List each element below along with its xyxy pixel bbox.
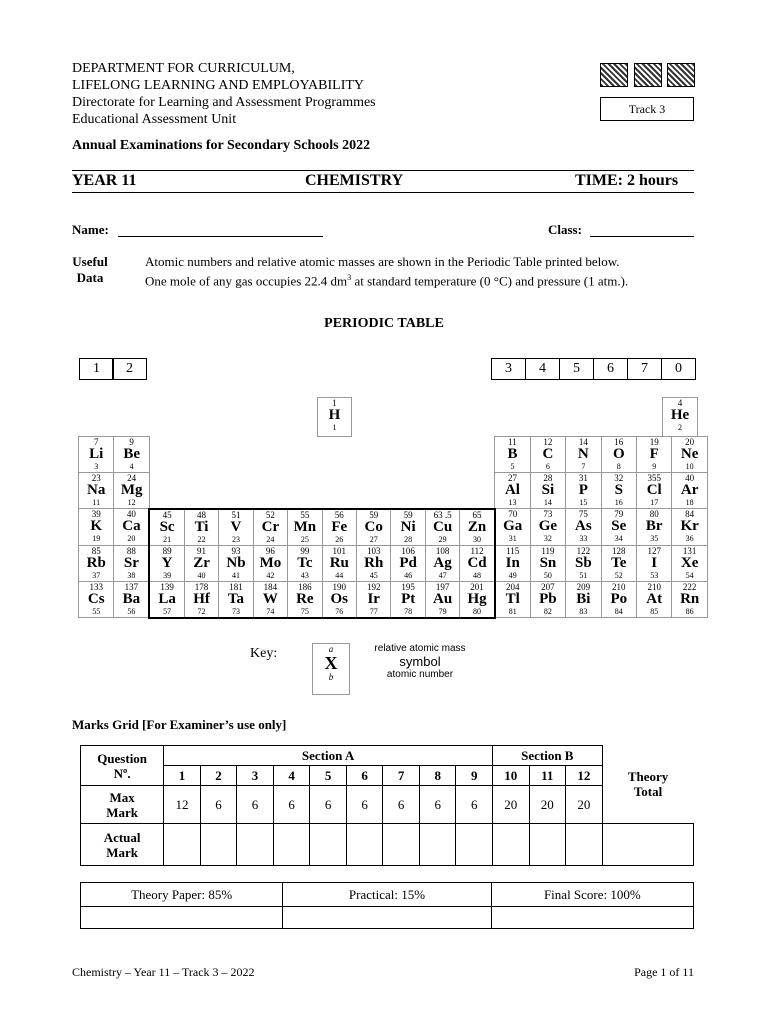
time-label: TIME: 2 hours (575, 172, 679, 189)
track-box (600, 97, 694, 121)
element-pd: 106 Pd 46 (391, 545, 425, 581)
max-mark-label: Max Mark (81, 786, 164, 824)
question-number: 6 (346, 766, 383, 786)
score-table (80, 882, 694, 929)
empty-cell (288, 473, 322, 509)
section-a-header: Section A (164, 746, 493, 766)
element-se: 79 Se 34 (601, 509, 636, 546)
max-mark-value: 6 (200, 786, 237, 824)
element-na: 23 Na 11 (79, 473, 114, 509)
element-nb: 93 Nb 41 (219, 545, 253, 581)
theory-paper-value[interactable] (81, 907, 283, 929)
empty-cell (219, 473, 253, 509)
element-zn: 65 Zn 30 (460, 509, 495, 546)
track-label: Track 3 (628, 101, 666, 116)
element-ni: 59 Ni 28 (391, 509, 425, 546)
element-mo: 96 Mo 42 (253, 545, 287, 581)
header-line-1: DEPARTMENT FOR CURRICULUM, (72, 61, 295, 76)
empty-cell (425, 437, 459, 473)
header-line-4: Educational Assessment Unit (72, 112, 237, 127)
empty-cell (391, 473, 425, 509)
divider (72, 170, 694, 171)
element-be: 9 Be 4 (114, 437, 149, 473)
barcode-icon (667, 63, 695, 87)
element-fe: 56 Fe 26 (322, 509, 356, 546)
element-f: 19 F 9 (637, 437, 672, 473)
header-line-3: Directorate for Learning and Assessment Programmes (72, 95, 376, 110)
final-score-value[interactable] (491, 907, 693, 929)
question-number: 10 (493, 766, 530, 786)
actual-mark-cell[interactable] (419, 824, 456, 866)
final-score-label: Final Score: 100% (491, 883, 693, 907)
actual-mark-cell[interactable] (456, 824, 493, 866)
empty-cell (184, 473, 218, 509)
actual-mark-label: Actual Mark (81, 824, 164, 866)
max-mark-value: 20 (566, 786, 603, 824)
group-label: 4 (525, 358, 560, 380)
barcode-icon (600, 63, 628, 87)
empty-cell (184, 437, 218, 473)
element-br: 80 Br 35 (637, 509, 672, 546)
element-n: 14 N 7 (566, 437, 601, 473)
element-ag: 108 Ag 47 (425, 545, 459, 581)
theory-paper-label: Theory Paper: 85% (81, 883, 283, 907)
key-legend: relative atomic mass symbol atomic number (374, 643, 466, 680)
actual-mark-cell[interactable] (529, 824, 566, 866)
element-k: 39 K 19 (79, 509, 114, 546)
element-cl: 355 Cl 17 (637, 473, 672, 509)
group-label: 6 (593, 358, 628, 380)
element-re: 186 Re 75 (288, 581, 322, 618)
group-label: 7 (627, 358, 662, 380)
element-la: 139 La 57 (149, 581, 184, 618)
question-number: 9 (456, 766, 493, 786)
empty-cell (460, 437, 495, 473)
element-sb: 122 Sb 51 (566, 545, 601, 581)
element-ti: 48 Ti 22 (184, 509, 218, 546)
group-label: 3 (491, 358, 526, 380)
element-mg: 24 Mg 12 (114, 473, 149, 509)
element-pb: 207 Pb 82 (530, 581, 565, 618)
max-mark-value: 6 (346, 786, 383, 824)
element-bi: 209 Bi 83 (566, 581, 601, 618)
periodic-table (78, 436, 708, 619)
element-li: 7 Li 3 (79, 437, 114, 473)
element-cr: 52 Cr 24 (253, 509, 287, 546)
actual-mark-cell[interactable] (346, 824, 383, 866)
marks-grid (80, 745, 694, 866)
element-kr: 84 Kr 36 (672, 509, 707, 546)
group-label: 2 (112, 358, 147, 380)
element-rh: 103 Rh 45 (357, 545, 391, 581)
useful-data-line-2: One mole of any gas occupies 22.4 $dm^3$ at standard temperature (0 °C) and pressure (1 atm.). (145, 273, 629, 289)
question-number: 4 (273, 766, 310, 786)
element-os: 190 Os 76 (322, 581, 356, 618)
element-ta: 181 Ta 73 (219, 581, 253, 618)
empty-cell (322, 473, 356, 509)
element-ru: 101 Ru 44 (322, 545, 356, 581)
element-cu: 63 .5 Cu 29 (425, 509, 459, 546)
element-te: 128 Te 52 (601, 545, 636, 581)
max-mark-value: 6 (383, 786, 420, 824)
element-rn: 222 Rn 86 (672, 581, 707, 618)
element-ca: 40 Ca 20 (114, 509, 149, 546)
actual-mark-cell[interactable] (310, 824, 347, 866)
useful-data-text (145, 254, 628, 289)
element-co: 59 Co 27 (357, 509, 391, 546)
actual-mark-cell[interactable] (566, 824, 603, 866)
empty-cell (253, 473, 287, 509)
empty-cell (149, 473, 184, 509)
actual-mark-cell[interactable] (493, 824, 530, 866)
actual-mark-cell[interactable] (273, 824, 310, 866)
element-hf: 178 Hf 72 (184, 581, 218, 618)
element-i: 127 I 53 (637, 545, 672, 581)
element-al: 27 Al 13 (495, 473, 530, 509)
max-mark-value: 6 (456, 786, 493, 824)
group-label: 1 (79, 358, 114, 380)
marks-grid-title: Marks Grid [For Examiner’s use only] (72, 717, 287, 732)
question-number: 5 (310, 766, 347, 786)
empty-cell (357, 437, 391, 473)
useful-label-1: Useful (72, 254, 108, 269)
element-sn: 119 Sn 50 (530, 545, 565, 581)
element-h: 1 H 1 (317, 397, 352, 437)
empty-cell (460, 473, 495, 509)
element-ga: 70 Ga 31 (495, 509, 530, 546)
empty-cell (288, 437, 322, 473)
class-label: Class: (548, 222, 582, 237)
theory-total-label: Theory Total (602, 746, 693, 824)
department-header (72, 60, 376, 128)
max-mark-value: 6 (419, 786, 456, 824)
element-ge: 73 Ge 32 (530, 509, 565, 546)
element-ba: 137 Ba 56 (114, 581, 149, 618)
class-field[interactable] (590, 236, 694, 237)
element-tc: 99 Tc 43 (288, 545, 322, 581)
practical-label: Practical: 15% (283, 883, 491, 907)
element-c: 12 C 6 (530, 437, 565, 473)
practical-value[interactable] (283, 907, 491, 929)
name-label: Name: (72, 222, 109, 237)
theory-total-cell[interactable] (602, 824, 693, 866)
exam-title: Annual Examinations for Secondary Schools 2022 (72, 138, 371, 153)
element-sc: 45 Sc 21 (149, 509, 184, 546)
useful-label-2: Data (76, 270, 104, 285)
element-tl: 204 Tl 81 (495, 581, 530, 618)
element-he: 4 He 2 (662, 397, 698, 437)
empty-cell (357, 473, 391, 509)
element-po: 210 Po 84 (601, 581, 636, 618)
year-label: YEAR 11 (72, 172, 137, 189)
footer-page-number: Page 1 of 11 (634, 965, 694, 979)
element-cs: 133 Cs 55 (79, 581, 114, 618)
question-number: 8 (419, 766, 456, 786)
element-ir: 192 Ir 77 (357, 581, 391, 618)
group-label: 0 (661, 358, 696, 380)
periodic-table-title: PERIODIC TABLE (324, 316, 444, 331)
useful-data-label (70, 254, 110, 286)
actual-mark-cell[interactable] (164, 824, 201, 866)
name-field[interactable] (118, 236, 323, 237)
element-v: 51 V 23 (219, 509, 253, 546)
max-mark-value: 20 (529, 786, 566, 824)
barcode-icon (634, 63, 662, 87)
element-pt: 195 Pt 78 (391, 581, 425, 618)
element-b: 11 B 5 (495, 437, 530, 473)
header-line-2: LIFELONG LEARNING AND EMPLOYABILITY (72, 78, 365, 93)
group-label: 5 (559, 358, 594, 380)
subject-label: CHEMISTRY (305, 172, 404, 189)
actual-mark-cell[interactable] (237, 824, 274, 866)
question-number: 2 (200, 766, 237, 786)
max-mark-value: 6 (310, 786, 347, 824)
element-hg: 201 Hg 80 (460, 581, 495, 618)
element-si: 28 Si 14 (530, 473, 565, 509)
divider (72, 192, 694, 193)
element-s: 32 S 16 (601, 473, 636, 509)
max-mark-value: 6 (273, 786, 310, 824)
element-xe: 131 Xe 54 (672, 545, 707, 581)
element-y: 89 Y 39 (149, 545, 184, 581)
question-number: 1 (164, 766, 201, 786)
element-sr: 88 Sr 38 (114, 545, 149, 581)
question-number: 3 (237, 766, 274, 786)
element-as: 75 As 33 (566, 509, 601, 546)
element-rb: 85 Rb 37 (79, 545, 114, 581)
question-header: Question Nº. (81, 746, 164, 786)
element-w: 184 W 74 (253, 581, 287, 618)
element-o: 16 O 8 (601, 437, 636, 473)
empty-cell (322, 437, 356, 473)
empty-cell (149, 437, 184, 473)
max-mark-value: 20 (493, 786, 530, 824)
element-au: 197 Au 79 (425, 581, 459, 618)
max-mark-value: 12 (164, 786, 201, 824)
empty-cell (425, 473, 459, 509)
element-ar: 40 Ar 18 (672, 473, 707, 509)
key-box: a X b (312, 643, 350, 695)
element-at: 210 At 85 (637, 581, 672, 618)
element-zr: 91 Zr 40 (184, 545, 218, 581)
question-number: 12 (566, 766, 603, 786)
element-cd: 112 Cd 48 (460, 545, 495, 581)
element-ne: 20 Ne 10 (672, 437, 707, 473)
useful-data-line-1: Atomic numbers and relative atomic masses are shown in the Periodic Table printed below. (145, 254, 620, 269)
empty-cell (219, 437, 253, 473)
actual-mark-cell[interactable] (383, 824, 420, 866)
footer-left: Chemistry – Year 11 – Track 3 – 2022 (72, 965, 255, 979)
element-in: 115 In 49 (495, 545, 530, 581)
empty-cell (391, 437, 425, 473)
key-label: Key: (250, 646, 278, 661)
max-mark-value: 6 (237, 786, 274, 824)
actual-mark-cell[interactable] (200, 824, 237, 866)
question-number: 7 (383, 766, 420, 786)
element-mn: 55 Mn 25 (288, 509, 322, 546)
question-number: 11 (529, 766, 566, 786)
empty-cell (253, 437, 287, 473)
element-p: 31 P 15 (566, 473, 601, 509)
section-b-header: Section B (493, 746, 603, 766)
